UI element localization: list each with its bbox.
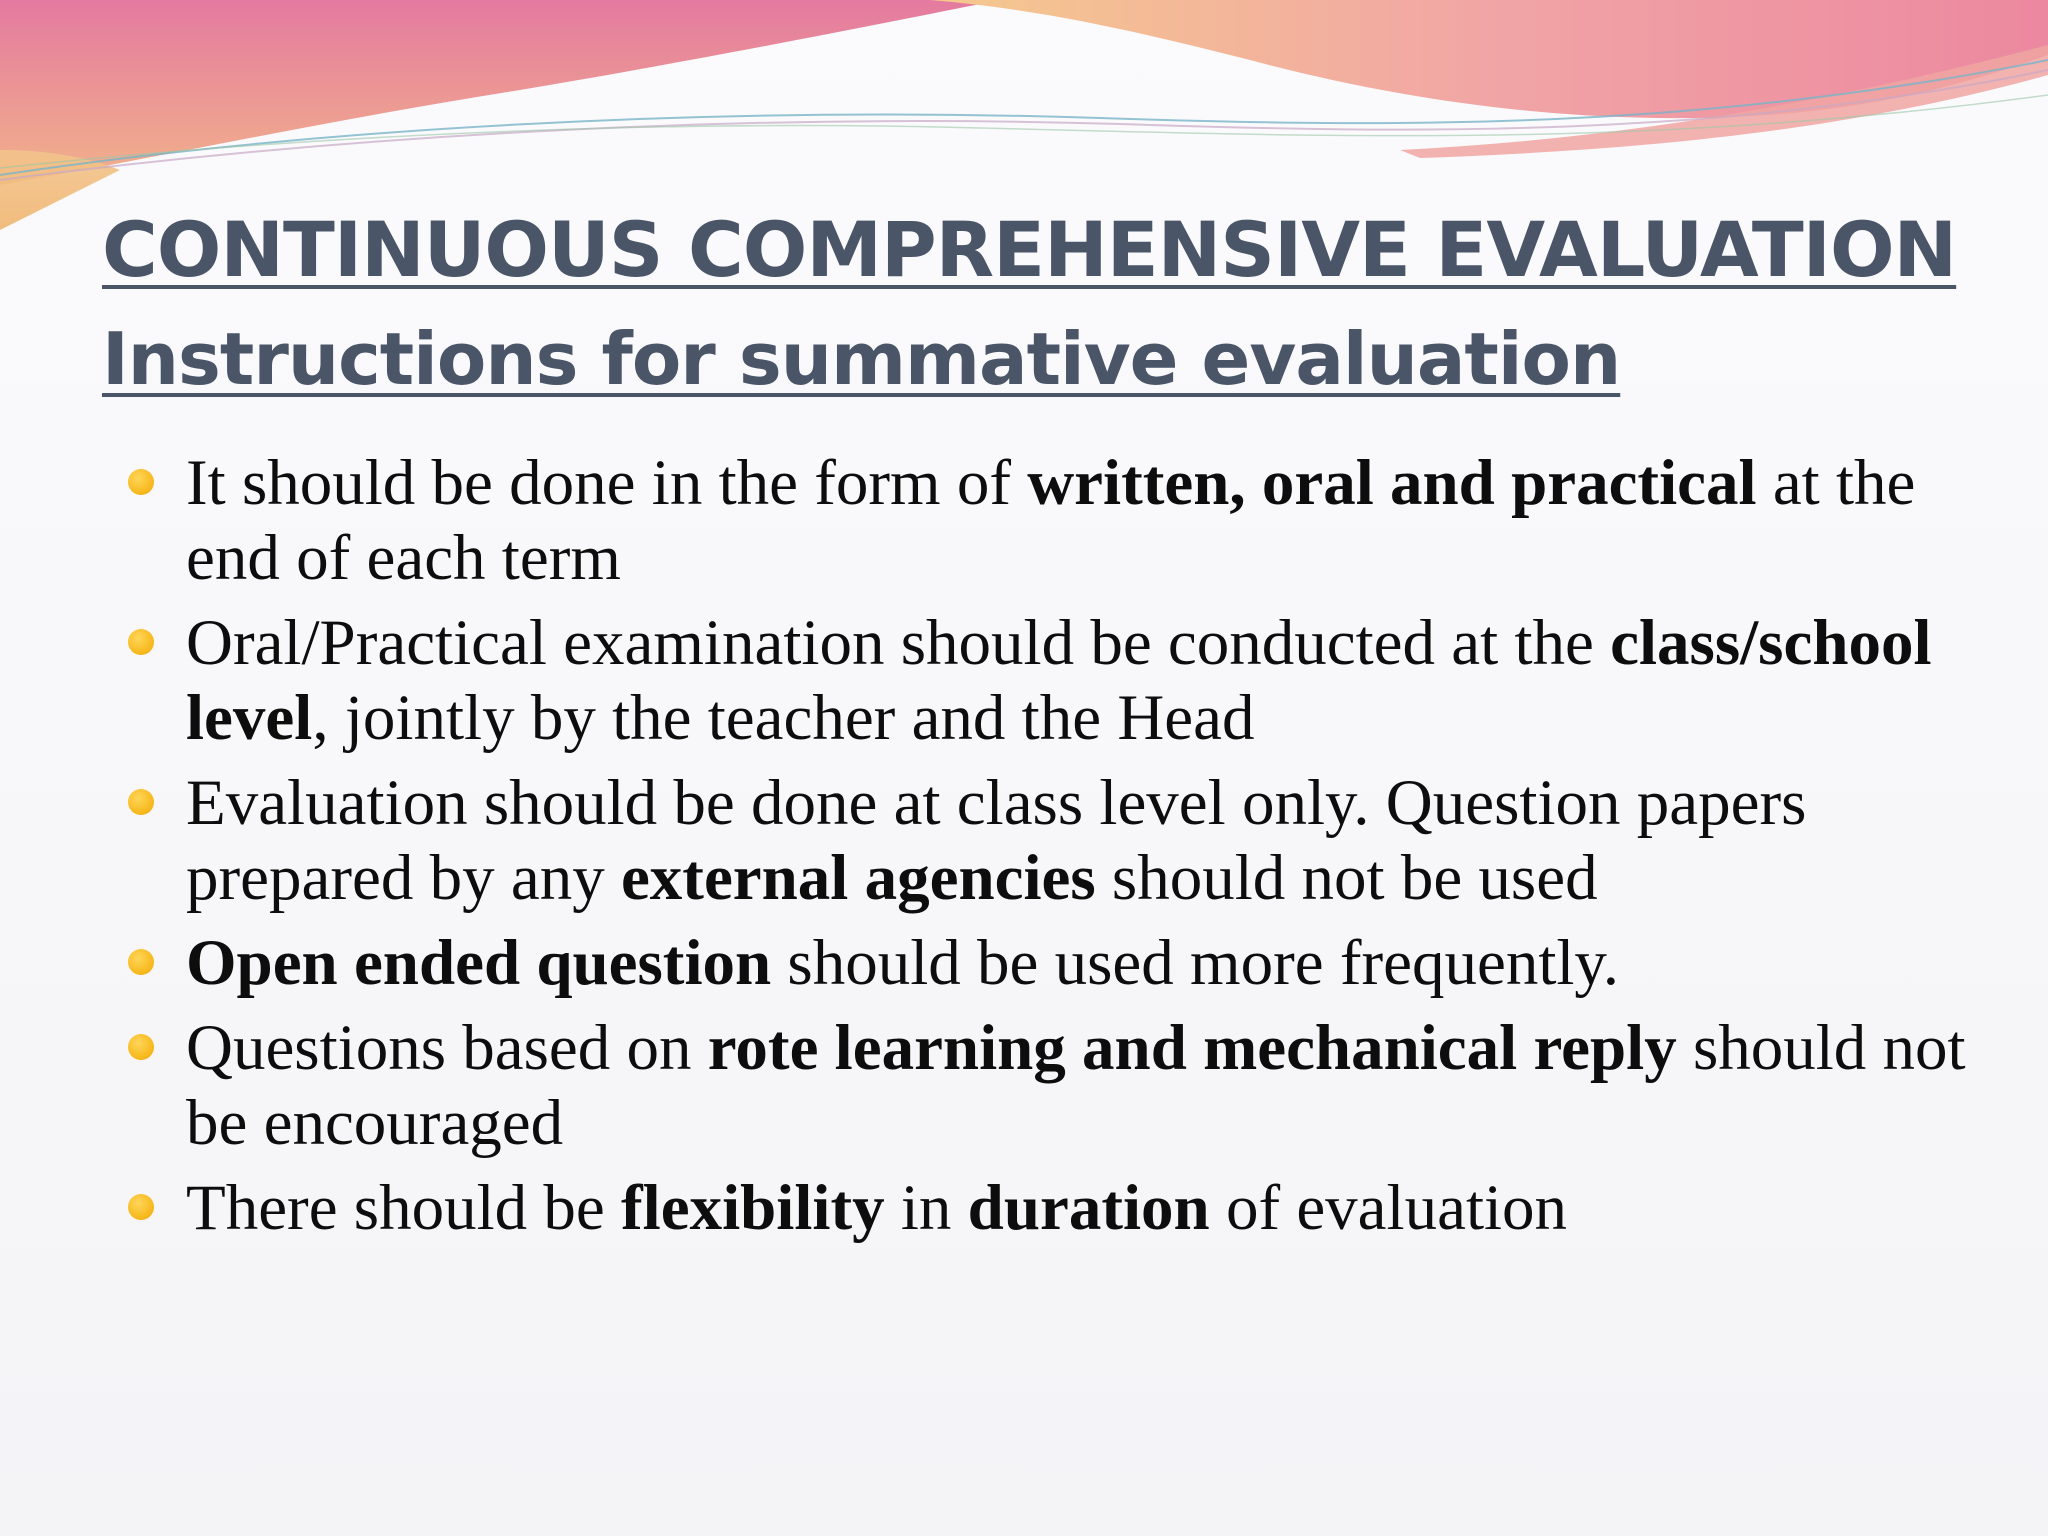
list-item (126, 1171, 2006, 1246)
bullet-dot-icon (128, 1194, 154, 1220)
bullet-text: , jointly by the teacher and the Head (312, 682, 1255, 754)
bullet-text: at the end of each term (186, 447, 1916, 594)
bullet-text: Evaluation should be done at class level only. Question papers prepared by any (186, 767, 1807, 914)
bullet-text: Questions based on (186, 1012, 708, 1084)
bullet-text: should be used more frequently. (771, 927, 1619, 999)
bullet-dot-icon (128, 1034, 154, 1060)
bullet-dot-icon (128, 789, 154, 815)
bullet-bold-text: Open ended question (186, 927, 772, 999)
bullet-dot-icon (128, 629, 154, 655)
bullet-text: should not be encouraged (186, 1012, 1966, 1159)
bullet-text: should not be used (1095, 842, 1598, 914)
bullet-dot-icon (128, 469, 154, 495)
bullet-text: in (884, 1172, 968, 1244)
bullet-bold-text: rote learning and mechanical reply (707, 1012, 1677, 1084)
bullet-bold-text: written, oral and practical (1027, 447, 1757, 519)
list-item (126, 1011, 2006, 1161)
slide-subtitle: Instructions for summative evaluation (102, 317, 1621, 401)
slide-title: CONTINUOUS COMPREHENSIVE EVALUATION (102, 205, 1957, 294)
bullet-dot-icon (128, 949, 154, 975)
bullet-text: It should be done in the form of (186, 447, 1028, 519)
list-item (126, 446, 2006, 596)
bullet-bold-text: flexibility (621, 1172, 885, 1244)
bullet-bold-text: class/school level (186, 607, 1932, 754)
bullet-text: Oral/Practical examination should be conducted at the (186, 607, 1611, 679)
bullet-bold-text: external agencies (620, 842, 1096, 914)
bullet-text: There should be (186, 1172, 622, 1244)
bullet-text: of evaluation (1209, 1172, 1568, 1244)
list-item (126, 926, 2006, 1001)
title-block (102, 200, 1962, 414)
bullet-bold-text: duration (967, 1172, 1210, 1244)
list-item (126, 766, 2006, 916)
list-item (126, 606, 2006, 756)
bullet-list (126, 446, 2006, 1256)
